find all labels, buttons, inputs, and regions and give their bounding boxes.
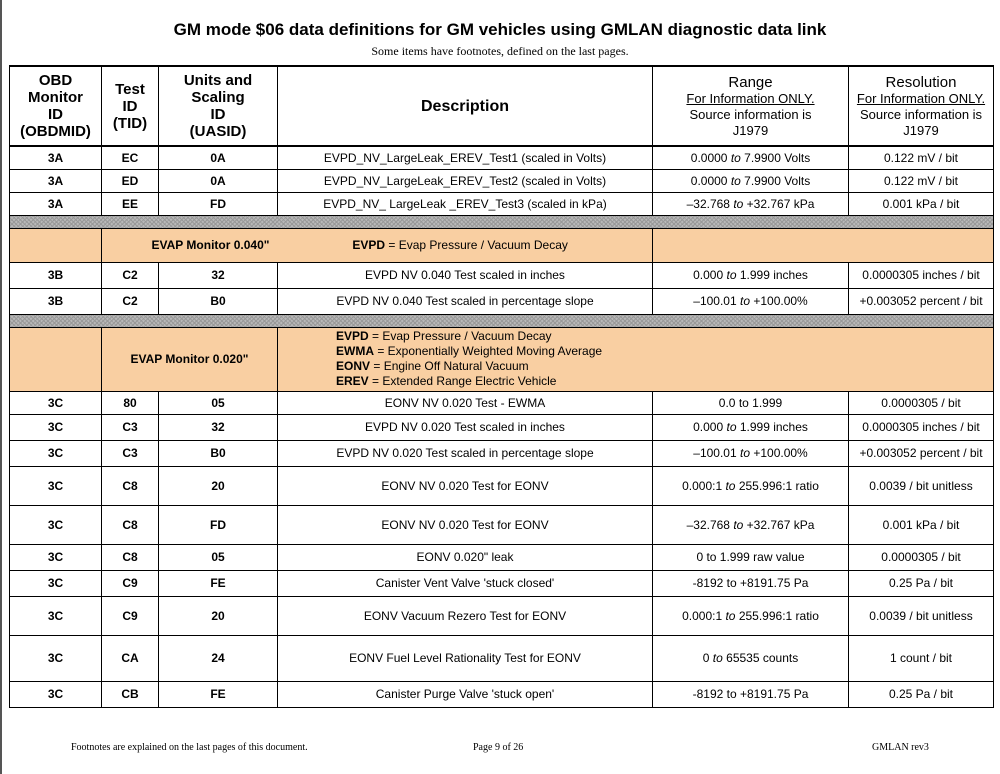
uasid-cell: 05 [159,544,278,570]
obdmid-cell: 3B [10,288,102,314]
tid-cell: EC [102,146,159,169]
resolution-cell: 0.0000305 / bit [849,391,994,414]
header-row [10,66,994,146]
resolution-cell: 0.0000305 / bit [849,544,994,570]
table-row [10,681,994,707]
obdmid-cell: 3C [10,635,102,681]
obdmid-cell: 3C [10,466,102,505]
section-definition: EWMA = Exponentially Weighted Moving Average [336,344,603,358]
tid-cell: C2 [102,262,159,288]
table-row [10,440,994,466]
tid-cell: C8 [102,505,159,544]
uasid-cell: 0A [159,169,278,192]
description-cell: EVPD_NV_LargeLeak_EREV_Test2 (scaled in Volts) [278,169,653,192]
tid-cell: EE [102,192,159,215]
description-cell: EONV NV 0.020 Test - EWMA [278,391,653,414]
mode06-table [9,65,994,708]
tid-cell: C3 [102,440,159,466]
obdmid-cell: 3C [10,414,102,440]
tid-cell: C3 [102,414,159,440]
table-row [10,466,994,505]
table-row [10,505,994,544]
description-cell: EVPD_NV_LargeLeak_EREV_Test1 (scaled in Volts) [278,146,653,169]
range-cell: –32.768 to +32.767 kPa [653,505,849,544]
separator-row [10,314,994,327]
section-definition: EREV = Extended Range Electric Vehicle [336,374,557,388]
tid-cell: 80 [102,391,159,414]
section-empty-cell [10,327,102,391]
section-definition: EVPD = Evap Pressure / Vacuum Decay [352,238,568,252]
section-header-row [10,228,994,262]
range-cell: 0 to 65535 counts [653,635,849,681]
table-row [10,414,994,440]
table-row [10,596,994,635]
range-cell: -8192 to +8191.75 Pa [653,681,849,707]
uasid-cell: 20 [159,466,278,505]
resolution-cell: 0.0039 / bit unitless [849,466,994,505]
table-row [10,544,994,570]
range-cell: 0.000 to 1.999 inches [653,262,849,288]
separator-row [10,215,994,228]
obdmid-cell: 3B [10,262,102,288]
uasid-cell: B0 [159,440,278,466]
resolution-cell: 1 count / bit [849,635,994,681]
resolution-cell: 0.122 mV / bit [849,169,994,192]
range-cell: 0.0000 to 7.9900 Volts [653,169,849,192]
section-title: EVAP Monitor 0.020" [102,327,278,391]
uasid-cell: 32 [159,414,278,440]
resolution-cell: 0.0039 / bit unitless [849,596,994,635]
range-cell: –32.768 to +32.767 kPa [653,192,849,215]
section-empty-cell [653,228,994,262]
description-cell: Canister Vent Valve 'stuck closed' [278,570,653,596]
tid-cell: CB [102,681,159,707]
range-cell: 0.000:1 to 255.996:1 ratio [653,466,849,505]
section-header-row [10,327,994,391]
section-definitions [278,327,994,391]
uasid-cell: 32 [159,262,278,288]
header-obdmid: OBD Monitor ID (OBDMID) [10,66,102,146]
header-resolution: Resolution For Information ONLY. Source information is J1979 [849,66,994,146]
table-row [10,192,994,215]
header-range: Range For Information ONLY. Source information is J1979 [653,66,849,146]
resolution-cell: 0.0000305 inches / bit [849,414,994,440]
resolution-cell: 0.25 Pa / bit [849,681,994,707]
table-row [10,146,994,169]
uasid-cell: 05 [159,391,278,414]
obdmid-cell: 3A [10,192,102,215]
obdmid-cell: 3C [10,681,102,707]
range-cell: 0.000:1 to 255.996:1 ratio [653,596,849,635]
table-row [10,169,994,192]
range-cell: -8192 to +8191.75 Pa [653,570,849,596]
tid-cell: CA [102,635,159,681]
table-row [10,391,994,414]
obdmid-cell: 3C [10,440,102,466]
tid-cell: C9 [102,570,159,596]
description-cell: EVPD NV 0.020 Test scaled in percentage slope [278,440,653,466]
range-cell: 0.0000 to 7.9900 Volts [653,146,849,169]
tid-cell: C8 [102,544,159,570]
description-cell: EONV 0.020" leak [278,544,653,570]
resolution-cell: 0.001 kPa / bit [849,192,994,215]
range-cell: 0.000 to 1.999 inches [653,414,849,440]
description-cell: Canister Purge Valve 'stuck open' [278,681,653,707]
header-tid: Test ID (TID) [102,66,159,146]
description-cell: EONV Vacuum Rezero Test for EONV [278,596,653,635]
header-uasid: Units and Scaling ID (UASID) [159,66,278,146]
uasid-cell: B0 [159,288,278,314]
uasid-cell: FD [159,192,278,215]
obdmid-cell: 3C [10,570,102,596]
tid-cell: ED [102,169,159,192]
description-cell: EVPD NV 0.040 Test scaled in percentage slope [278,288,653,314]
resolution-cell: 0.001 kPa / bit [849,505,994,544]
section-title: EVAP Monitor 0.040" [151,238,270,252]
uasid-cell: 0A [159,146,278,169]
tid-cell: C9 [102,596,159,635]
section-definition: EVPD = Evap Pressure / Vacuum Decay [336,329,552,343]
obdmid-cell: 3C [10,596,102,635]
page-border [0,0,2,774]
uasid-cell: FE [159,570,278,596]
table-row [10,635,994,681]
obdmid-cell: 3A [10,146,102,169]
description-cell: EVPD NV 0.040 Test scaled in inches [278,262,653,288]
range-cell: –100.01 to +100.00% [653,288,849,314]
uasid-cell: FD [159,505,278,544]
description-cell: EONV NV 0.020 Test for EONV [278,466,653,505]
section-title-cell [102,228,653,262]
resolution-cell: 0.122 mV / bit [849,146,994,169]
resolution-cell: 0.0000305 inches / bit [849,262,994,288]
table-row [10,570,994,596]
obdmid-cell: 3C [10,505,102,544]
uasid-cell: FE [159,681,278,707]
table-row [10,288,994,314]
page-subtitle: Some items have footnotes, defined on the last pages. [371,44,629,58]
page-title: GM mode $06 data definitions for GM vehicles using GMLAN diagnostic data link [173,20,827,39]
description-cell: EVPD_NV_ LargeLeak _EREV_Test3 (scaled in kPa) [278,192,653,215]
obdmid-cell: 3C [10,544,102,570]
resolution-cell: +0.003052 percent / bit [849,440,994,466]
description-cell: EONV Fuel Level Rationality Test for EONV [278,635,653,681]
resolution-cell: +0.003052 percent / bit [849,288,994,314]
resolution-cell: 0.25 Pa / bit [849,570,994,596]
footer-revision: GMLAN rev3 [872,742,929,753]
tid-cell: C2 [102,288,159,314]
header-description: Description [278,66,653,146]
range-cell: –100.01 to +100.00% [653,440,849,466]
footer-page-number: Page 9 of 26 [473,742,524,753]
obdmid-cell: 3A [10,169,102,192]
uasid-cell: 20 [159,596,278,635]
tid-cell: C8 [102,466,159,505]
range-cell: 0 to 1.999 raw value [653,544,849,570]
section-empty-cell [10,228,102,262]
uasid-cell: 24 [159,635,278,681]
description-cell: EVPD NV 0.020 Test scaled in inches [278,414,653,440]
range-cell: 0.0 to 1.999 [653,391,849,414]
description-cell: EONV NV 0.020 Test for EONV [278,505,653,544]
obdmid-cell: 3C [10,391,102,414]
section-definition: EONV = Engine Off Natural Vacuum [336,359,529,373]
table-row [10,262,994,288]
footer-note: Footnotes are explained on the last pages of this document. [71,742,308,753]
